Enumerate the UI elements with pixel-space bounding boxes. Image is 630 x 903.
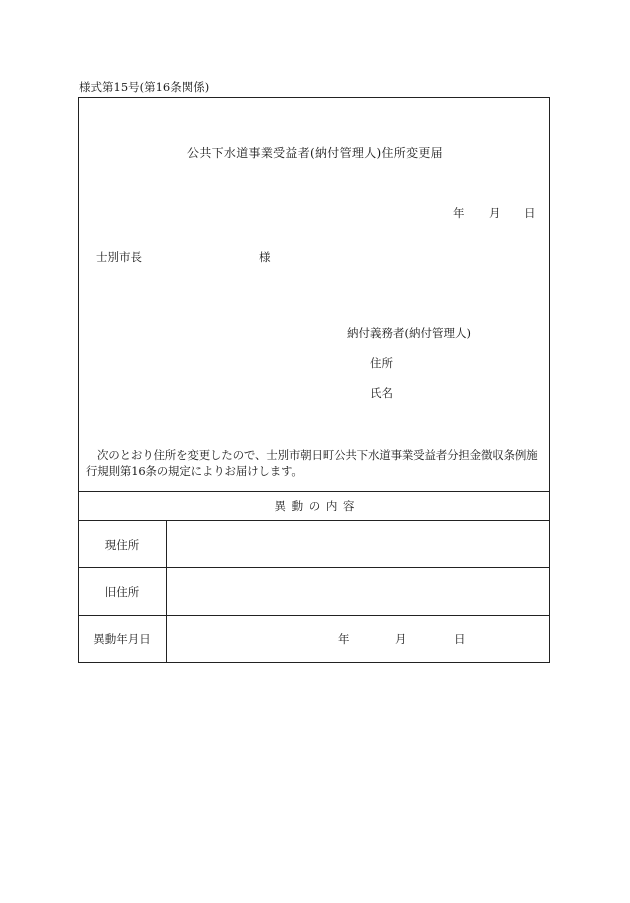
change-date-month: 月 — [395, 632, 407, 646]
table-column-divider — [166, 520, 167, 663]
notice-body — [86, 447, 546, 479]
addressee-name: 士別市長 — [96, 250, 142, 264]
previous-address-label: 旧住所 — [104, 585, 140, 599]
change-date-day: 日 — [454, 632, 466, 646]
form-number-label: 様式第15号(第16条関係) — [79, 80, 210, 94]
current-address-label: 現住所 — [104, 538, 140, 552]
obligor-title: 納付義務者(納付管理人) — [347, 326, 471, 340]
submission-date-day: 日 — [524, 206, 536, 220]
table-row-divider — [78, 615, 550, 616]
submission-date-month: 月 — [489, 206, 501, 220]
table-top-border — [78, 491, 550, 492]
submission-date-year: 年 — [453, 206, 465, 220]
form-title: 公共下水道事業受益者(納付管理人)住所変更届 — [187, 146, 443, 160]
notice-body-line-1: 次のとおり住所を変更したので、士別市朝日町公共下水道事業受益者分担金徴収条例施 — [97, 448, 538, 462]
obligor-address-label: 住所 — [370, 356, 393, 370]
form-frame — [78, 97, 550, 663]
table-row-divider — [78, 567, 550, 568]
change-date-year: 年 — [338, 632, 350, 646]
change-details-header: 異 動 の 内 容 — [274, 499, 356, 513]
obligor-name-label: 氏名 — [370, 386, 393, 400]
notice-body-line-2: 行規則第16条の規定によりお届けします。 — [86, 464, 303, 478]
addressee-honorific: 様 — [259, 250, 271, 264]
table-header-divider — [78, 520, 550, 521]
change-date-label: 異動年月日 — [93, 632, 151, 646]
